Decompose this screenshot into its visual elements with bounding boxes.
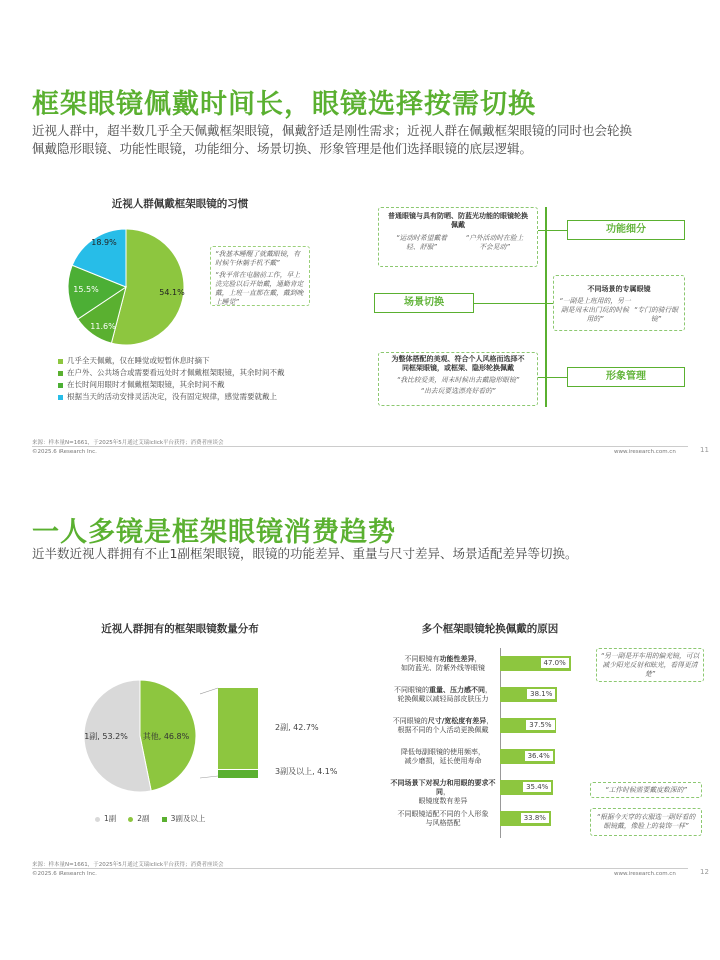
page2-number: 12 [700,868,709,876]
habit-pie-chart [66,222,196,352]
page2-right-title: 多个框架眼镜轮换佩戴的原因 [421,623,559,635]
image-quote-1: “我比较爱美，周末时候出去戴隐形眼镜” [396,376,520,384]
reason-quote-1: “另一副是开车用的偏光镜，可以减少阳光反射和眩光，看得更清楚” [600,652,700,678]
reason-quote-3-box [590,808,702,836]
bar-label: 不同眼镜的尺寸/宽松度有差异， 根据不同的个人活动更换佩戴 [392,717,494,734]
page2-source: 来源：样本量N=1661，于2025年5月通过艾瑞iclick平台获得；消费者座谈会 [32,862,224,868]
legend-label: 在户外、公共场合或需要看远处时才佩戴框架眼镜，其余时间不戴 [67,368,285,377]
page1-source: 来源：样本量N=1661，于2025年5月通过艾瑞iclick平台获得；消费者座谈会 [32,440,224,446]
reason-quote-2-box [590,782,702,798]
legend-label: 几乎全天佩戴，仅在睡觉或短暂休息时摘下 [67,356,210,365]
legend-item [58,391,358,403]
stack-label-2: 2副, 42.7% [275,723,319,732]
function-box [378,207,538,267]
legend-label: 根据当天的活动安排灵活决定，没有固定规律，感觉需要就戴上 [67,392,277,401]
tag-image: 形象管理 [567,367,685,387]
count-legend [95,813,205,825]
page1-url: www.iresearch.com.cn [614,449,676,455]
bar-value: 47.0% [541,658,569,668]
image-box [378,352,538,406]
scene-quote-2: “专门的骑行眼镜” [633,306,679,323]
legend-item [58,379,358,391]
pie1-label-0: 54.1% [159,288,185,297]
count-pie-chart [80,676,200,796]
legend-item [128,813,149,825]
legend-item [58,355,358,367]
bar-label: 不同场景下对视力和用眼的要求不同， 眼镜度数有差异 [390,779,496,805]
habit-legend [58,355,358,403]
legend-item [58,367,358,379]
scene-box [553,275,685,331]
page1-subtitle-line1: 近视人群中，超半数几乎全天佩戴框架眼镜，佩戴舒适是刚性需求；近视人群在佩戴框架眼镜的同时也会轮换 [32,123,633,138]
page1-chart-title: 近视人群佩戴框架眼镜的习惯 [111,198,249,210]
page2-title: 一人多镜是框架眼镜消费趋势 [32,517,396,548]
bar-label: 不同眼镜有功能性差异， 如防蓝光、防紫外线等眼镜 [401,655,485,672]
function-quote-1: “运动时希望戴着轻、舒服” [395,234,448,251]
bar-label: 不同眼镜适配不同的个人形象 与风格搭配 [397,810,489,827]
habit-quote-a: “我基本睡醒了就戴眼镜，有时候午休躺手机不戴” [215,250,301,267]
page1-subtitle [32,122,692,158]
stack-label-3plus: 3副及以上, 4.1% [275,767,338,776]
reason-bar-chart [390,648,590,838]
page2-footer-line [32,868,688,869]
pie2-label-2: 其他, 46.8% [142,732,190,741]
count-stack-bar [218,688,258,778]
bar-value: 33.8% [521,813,549,823]
scene-quote-1: “一副是上班用的，另一副是周末出门玩的时候用的” [559,297,631,323]
page1-title: 框架眼镜佩戴时间长，眼镜选择按需切换 [32,89,536,120]
image-quote-2: “出去玩要选漂亮好看的” [420,387,496,395]
tag-function: 功能细分 [567,220,685,240]
page2-copyright: ©2025.6 iResearch Inc. [32,871,97,877]
stack-segment-3plus [218,770,258,778]
image-box-title: 为整体搭配的美观、符合个人风格而选择不同框架眼镜，或框架、隐形轮换佩戴 [391,355,525,372]
stack-segment-2 [218,688,258,769]
pie1-label-2: 15.5% [73,285,99,294]
pie2-label-1: 1副, 53.2% [84,732,128,741]
bar-value: 38.1% [527,689,555,699]
reason-quote-3: “根据今天穿的衣服选一副好看的眼镜戴，像脸上的装饰一样” [596,813,696,830]
habit-quote-b: “我平常在电脑前工作，早上洗完脸以后开始戴，通勤肯定戴，上班一直都在戴，戴到晚上睡觉” [215,271,304,306]
scene-box-title: 不同场景的专属眼镜 [587,285,651,293]
reason-quote-2: “工作时候需要戴度数深的” [605,786,687,794]
bar-label: 降低每副眼镜的使用频率， 减少磨损，延长使用寿命 [401,748,485,765]
page2-subtitle: 近半数近视人群拥有不止1副框架眼镜，眼镜的功能差异、重量与尺寸差异、场景适配差异等切换。 [32,546,578,561]
pie1-label-3: 18.9% [91,238,117,247]
legend-label: 3副及以上 [170,814,206,823]
pie1-label-1: 11.6% [90,322,116,331]
legend-item [95,813,116,825]
page1-subtitle-line2: 佩戴隐形眼镜、功能性眼镜，功能细分、场景切换、形象管理是他们选择眼镜的底层逻辑。 [32,141,533,156]
page2-left-title: 近视人群拥有的框架眼镜数量分布 [101,623,259,635]
bar-value: 37.5% [526,720,554,730]
tag-scene: 场景切换 [374,293,474,313]
habit-quote-box [210,246,310,306]
page2-url: www.iresearch.com.cn [614,871,676,877]
function-box-title: 普通眼镜与具有防晒、防蓝光功能的眼镜轮换佩戴 [388,212,528,229]
function-quote-2: “户外活动时在脸上不会晃动” [465,234,524,251]
bar-label: 不同眼镜的重量、压力感不同， 轮换佩戴以减轻局部皮肤压力 [394,686,492,703]
legend-item [162,813,206,825]
page1-number: 11 [700,446,709,454]
legend-label: 2副 [137,814,150,823]
page1-copyright: ©2025.6 iResearch Inc. [32,449,97,455]
reason-quote-1-box [596,648,704,682]
page1-footer-line [32,446,688,447]
legend-label: 1副 [104,814,117,823]
bar-value: 36.4% [525,751,553,761]
legend-label: 在长时间用眼时才佩戴框架眼镜，其余时间不戴 [67,380,225,389]
pie-connector [200,686,220,782]
bar-value: 35.4% [523,782,551,792]
